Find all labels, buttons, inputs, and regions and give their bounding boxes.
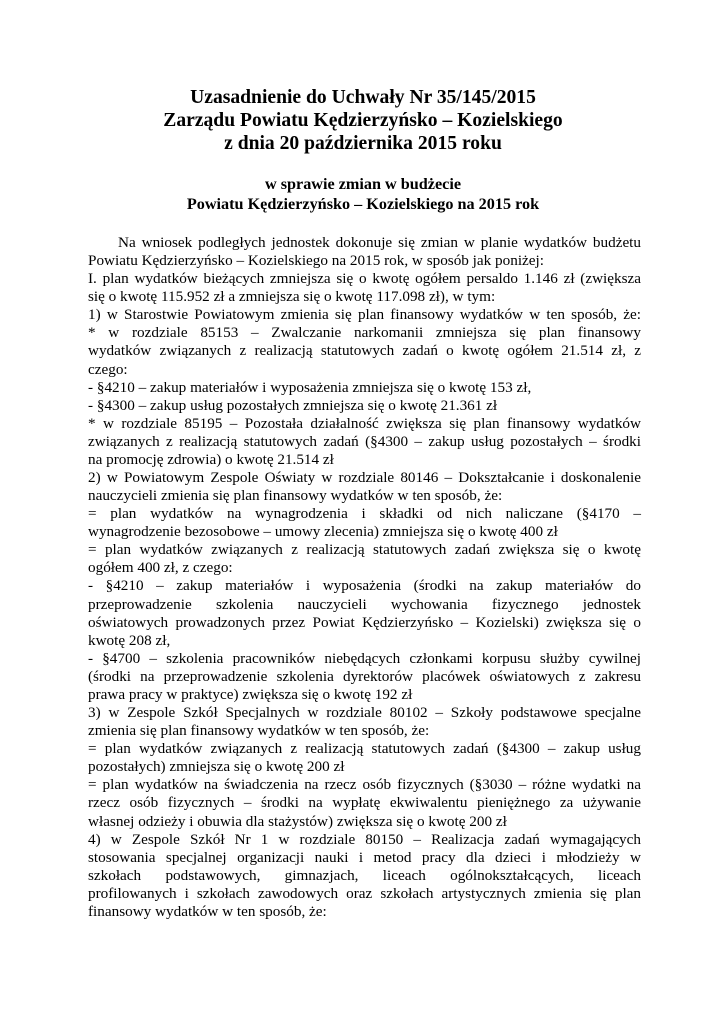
body-line: własnej odzieży i obuwia dla stażystów) zwiększa się o kwotę 200 zł: [88, 812, 507, 830]
body-line: - §4210 – zakup materiałów i wyposażenia zmniejsza się o kwotę 153 zł,: [88, 378, 532, 396]
body-line: wynagrodzenie bezosobowe – umowy zlecenia) zmniejsza się o kwotę 400 zł: [88, 523, 558, 541]
document-title: [88, 86, 638, 155]
body-line: profilowanych i szkołach zawodowych oraz szkołach artystycznych zmienia się plan: [88, 884, 641, 902]
body-line: * w rozdziale 85195 – Pozostała działalność zwiększa się plan finansowy wydatków: [88, 414, 641, 432]
body-line: pozostałych) zmniejsza się o kwotę 200 zł: [88, 758, 345, 776]
body-line: wydatków związanych z realizacją statutowych zadań o kwotę ogółem 21.514 zł, z: [88, 342, 641, 360]
subject-line: Powiatu Kędzierzyńsko – Kozielskiego na 2015 rok: [186, 195, 540, 213]
body-line: zmienia się plan finansowy wydatków w ten sposób, że:: [88, 722, 430, 740]
body-line: - §4700 – szkolenia pracowników niebędących członkami korpusu służby cywilnej: [88, 649, 641, 667]
body-line: kwotę 208 zł,: [88, 631, 171, 649]
body-line: - §4210 – zakup materiałów i wyposażenia (środki na zakup materiałów do: [88, 577, 641, 595]
title-line: z dnia 20 października 2015 roku: [224, 133, 502, 154]
body-line: = plan wydatków na wynagrodzenia i składki od nich naliczane (§4170 –: [88, 505, 641, 523]
body-line: (środki na przeprowadzenie szkolenia dyrektorów placówek oświatowych z zakresu: [88, 667, 641, 685]
body-line: Na wniosek podległych jednostek dokonuje się zmian w planie wydatków budżetu: [118, 234, 641, 251]
body-line: prawa pracy w praktyce) zwiększa się o kwotę 192 zł: [88, 685, 413, 703]
body-line: stosowania specjalnej organizacji nauki i metod pracy dla dzieci i młodzieży w: [88, 848, 641, 866]
body-line: 4) w Zespole Szkół Nr 1 w rozdziale 80150 – Realizacja zadań wymagających: [88, 830, 641, 848]
body-line: szkołach podstawowych, gimnazjach, liceach ogólnokształcących, liceach: [88, 866, 641, 884]
body-line: * w rozdziale 85153 – Zwalczanie narkomanii zmniejsza się plan finansowy: [88, 324, 641, 342]
body-line: nauczycieli zmienia się plan finansowy wydatków w ten sposób, że:: [88, 487, 503, 505]
document-subject: [88, 174, 638, 214]
title-line: Uzasadnienie do Uchwały Nr 35/145/2015: [190, 87, 536, 108]
body-line: się o kwotę 115.952 zł a zmniejsza się o kwotę 117.098 zł), w tym:: [88, 288, 496, 306]
body-line: I. plan wydatków bieżących zmniejsza się o kwotę ogółem persaldo 1.146 zł (zwiększa: [88, 270, 641, 288]
body-line: ogółem 400 zł, z czego:: [88, 559, 233, 577]
body-line: oświatowych prowadzonych przez Powiat Kędzierzyńsko – Kozielski) zwiększa się o: [88, 613, 641, 631]
body-line: 3) w Zespole Szkół Specjalnych w rozdziale 80102 – Szkoły podstawowe specjalne: [88, 704, 641, 722]
body-line: Powiatu Kędzierzyńsko – Kozielskiego na 2015 rok, w sposób jak poniżej:: [88, 252, 544, 270]
body-line: 1) w Starostwie Powiatowym zmienia się plan finansowy wydatków w ten sposób, że:: [88, 306, 641, 324]
body-line: - §4300 – zakup usług pozostałych zmniejsza się o kwotę 21.361 zł: [88, 396, 498, 414]
body-line: na promocję zdrowia) o kwotę 21.514 zł: [88, 450, 334, 468]
body-line: = plan wydatków związanych z realizacją statutowych zadań (§4300 – zakup usług: [88, 740, 641, 758]
body-line: przeprowadzenie szkolenia nauczycieli wychowania fizycznego jednostek: [88, 595, 641, 613]
subject-line: w sprawie zmian w budżecie: [264, 175, 462, 193]
body-line: rzecz osób fizycznych – środki na wypłatę ekwiwalentu pieniężnego za używanie: [88, 794, 641, 812]
body-line: = plan wydatków na świadczenia na rzecz osób fizycznych (§3030 – różne wydatki na: [88, 776, 641, 794]
document-body: [88, 234, 641, 921]
body-line: czego:: [88, 360, 128, 378]
body-line: = plan wydatków związanych z realizacją statutowych zadań zwiększa się o kwotę: [88, 541, 641, 559]
body-line: finansowy wydatków w ten sposób, że:: [88, 902, 327, 920]
body-line: związanych z realizacją statutowych zadań (§4300 – zakup usług pozostałych – środki: [88, 432, 641, 450]
body-line: 2) w Powiatowym Zespole Oświaty w rozdziale 80146 – Dokształcanie i doskonalenie: [88, 469, 641, 487]
title-line: Zarządu Powiatu Kędzierzyńsko – Kozielskiego: [163, 110, 563, 131]
